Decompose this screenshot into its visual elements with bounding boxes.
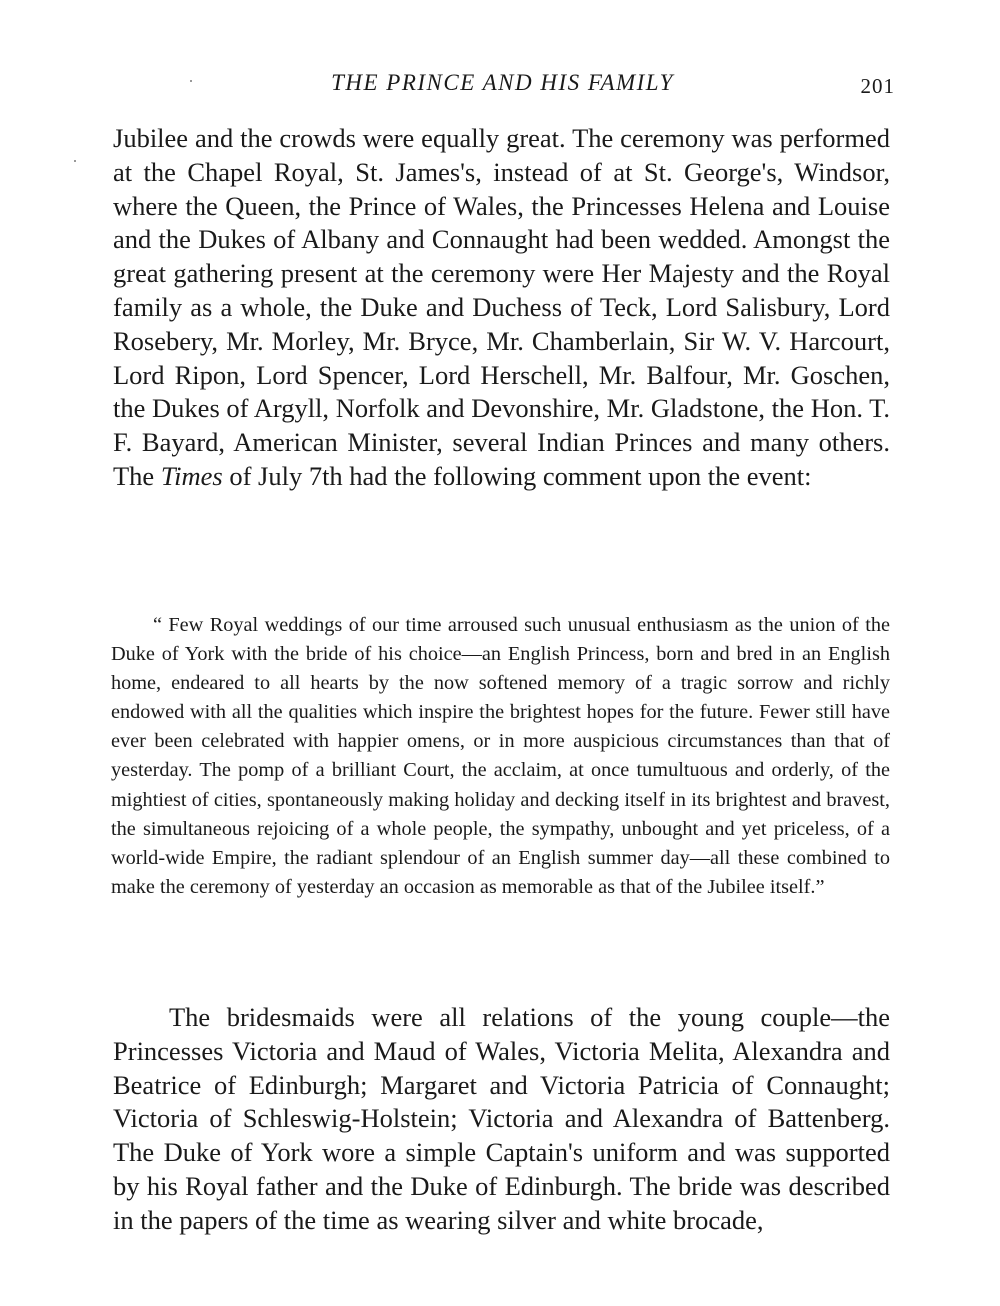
body-paragraph-1: [113, 122, 890, 494]
page-number: 201: [860, 74, 895, 98]
body-paragraph-2: The bridesmaids were all relations of the young couple—the Princesses Victoria and Maud of Wales, Victoria Melita, Alexandra and Beatrice of Edinburgh; Margaret and Victoria Patricia of Connaught; Victoria of Schleswig-Holstein; Victoria and Alexandra of Battenberg. The Duke of York wore a simple Captain's uniform and was supported by his Royal father and the Duke of Edinburgh. The bride was described in the papers of the time as wearing silver and white brocade,: [113, 1002, 890, 1235]
running-title: THE PRINCE AND HIS FAMILY: [331, 70, 674, 95]
running-head: [110, 70, 895, 100]
block-quote: “ Few Royal weddings of our time arroused such unusual enthusiasm as the union of the Duke of York with the bride of his choice—an English Princess, born and bred in an English home, endeared to all hearts by the now softened memory of a tragic sorrow and richly endowed with all the qualities which inspire the brightest hopes for the future. Fewer still have ever been celebrated with happier omens, or in more auspicious circumstances than that of yesterday. The pomp of a brilliant Court, the acclaim, at once tumultuous and orderly, of the mightiest of cities, spontaneously making holiday and decking itself in its brightest and bravest, the simultaneous rejoicing of a whole people, the sympathy, unbought and yet priceless, of a world-wide Empire, the radiant splendour of an English summer day—all these combined to make the ceremony of yesterday an occasion as memorable as that of the Jubilee itself.”: [111, 614, 890, 898]
margin-speck: [74, 160, 76, 162]
paragraph-1-text-b: of July 7th had the following comment upon the event:: [229, 460, 812, 491]
paragraph-1-text-a: Jubilee and the crowds were equally great. The ceremony was performed at the Chapel Royal, St. James's, instead of at St. George's, Windsor, where the Queen, the Prince of Wales, the Princesses Helena and Louise and the Dukes of Albany and Connaught had been wedded. Amongst the great gathering present at the ceremony were Her Majesty and the Royal family as a whole, the Duke and Duchess of Teck, Lord Salisbury, Lord Rosebery, Mr. Morley, Mr. Bryce, Mr. Chamberlain, Sir W. V. Harcourt, Lord Ripon, Lord Spencer, Lord Herschell, Mr. Balfour, Mr. Goschen, the Dukes of Argyll, Norfolk and Devonshire, Mr. Gladstone, the Hon. T. F. Bayard, American Minister, several Indian Princes and many others. The: [113, 123, 890, 491]
newspaper-title-times: Times: [160, 460, 223, 491]
